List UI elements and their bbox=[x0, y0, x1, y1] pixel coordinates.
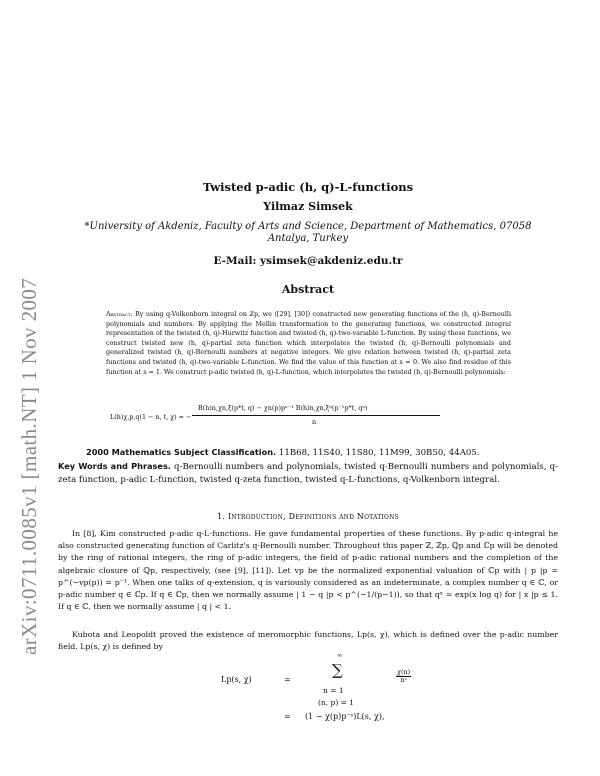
formula-lhs: L(h)χ,p,q(1 − n, t, χ) = − bbox=[110, 413, 192, 421]
keywords-text: q-Bernoulli numbers and polynomials, twisted q-Bernoulli numbers and polynomials, q- zeta function, p-adic L-function, twisted q-zeta function, twisted q-L-functions, q-Volkenborn integral. bbox=[58, 462, 558, 485]
eq-sum-lower-2: (n, p) = 1 bbox=[318, 698, 355, 707]
interpolation-formula bbox=[110, 400, 510, 438]
keywords bbox=[58, 460, 558, 486]
msc-codes: 11B68, 11S40, 11S80, 11M99, 30B50, 44A05. bbox=[278, 448, 480, 458]
formula-denominator: n bbox=[312, 418, 317, 426]
eq-lhs: Lp(s, χ) bbox=[221, 675, 252, 684]
abstract-label: Abstract. bbox=[106, 310, 133, 318]
intro-paragraph-2: Kubota and Leopoldt proved the existence of meromorphic functions, Lp(s, χ), which is defined over the p-adic number field. Lp(s, χ) is defined by bbox=[58, 630, 558, 652]
arxiv-stamp bbox=[8, 100, 48, 660]
arxiv-stamp-text: arXiv:0711.0085v1 [math.NT] 1 Nov 2007 bbox=[17, 277, 41, 655]
section-heading: 1. Introduction, Definitions and Notations bbox=[217, 512, 399, 521]
msc-classification bbox=[86, 446, 526, 459]
eq-equals-2: = bbox=[284, 712, 291, 721]
msc-label: 2000 Mathematics Subject Classification. bbox=[86, 447, 277, 457]
author-affiliation: *University of Akdeniz, Faculty of Arts and Science, Department of Mathematics, 07058 Antalya, Turkey bbox=[84, 221, 532, 244]
intro-paragraph-1: In [8], Kim constructed p-adic q-L-functions. He gave fundamental properties of these functions. By p-adic q-integral he also constructed generating function of Carlitz's q-Bernoulli number. Throughout this paper ℤ, ℤp, ℚp and ℂp will be denoted by the ring of rational integers, the ring of p-adic integers, the field of p-adic rational numbers and the completion of the algebraic closure of ℚp, respectively, (see [9], [11]). Let vp be the normalized exponential valuation of ℂp with | p |p = p^(−vp(p)) = p⁻¹. When one talks of q-extension, q is variously considered as an indeterminate, a complex number q ∈ ℂ, or p-adic number q ∈ ℂp. If q ∈ ℂp, then we normally assume | 1 − q |p < p^(−1/(p−1)), so that qˣ = exp(x log q) for | x |p ≤ 1. If q ∈ ℂ, then we normally assume | q | < 1. bbox=[58, 529, 558, 612]
eq-sum-lower-1: n = 1 bbox=[323, 686, 344, 695]
abstract-heading: Abstract bbox=[281, 283, 335, 296]
eq-fraction bbox=[396, 669, 411, 684]
formula-fraction-bar bbox=[192, 415, 440, 416]
paper-title: Twisted p-adic (h, q)-L-functions bbox=[202, 180, 414, 194]
eq-rhs-2: (1 − χ(p)p⁻ˢ)L(s, χ), bbox=[305, 712, 385, 721]
abstract-text: By using q-Volkenborn integral on ℤp, we ([29], [30]) constructed new generating functions of the (h, q)-Bernoulli polynomials and numbers. By applying the Mellin transformation to the generating functions, we constructed integral representation of the twisted (h, q)-Hurwitz function and twisted (h, q)-two-variable L-function. By using these functions, we construct twisted new (h, q)-partial zeta function which interpolates the twisted (h, q)-Bernoulli polynomials and generalized twisted (h, q)-Bernoulli numbers at negative integers. We give relation between twisted (h, q)-partial zeta functions and twisted (h, q)-two-variable L-function. We find the value of this function at s = 0. We also find residue of this function at s = 1. We construct p-adic twisted (h, q)-L-function, which interpolates the twisted (h, q)-Bernoulli polynomials: bbox=[106, 310, 511, 376]
keywords-label: Key Words and Phrases. bbox=[58, 461, 171, 471]
eq-sum-upper: ∞ bbox=[337, 652, 342, 659]
eq-equals-1: = bbox=[284, 675, 291, 684]
eq-sum-sign: ∑ bbox=[332, 661, 343, 679]
author-email: E-Mail: ysimsek@akdeniz.edu.tr bbox=[213, 255, 403, 267]
abstract-body bbox=[106, 310, 511, 377]
eq-fraction-den: nˢ bbox=[400, 676, 407, 684]
eq-fraction-num: χ(n) bbox=[397, 668, 411, 676]
formula-numerator: B(h)n,χn,ξ(p*t, q) − χn(p)pⁿ⁻¹ B(h)n,χn,ξᵖ(p⁻¹p*t, qᵖ) bbox=[198, 404, 368, 412]
author-name: Yilmaz Simsek bbox=[263, 200, 353, 213]
